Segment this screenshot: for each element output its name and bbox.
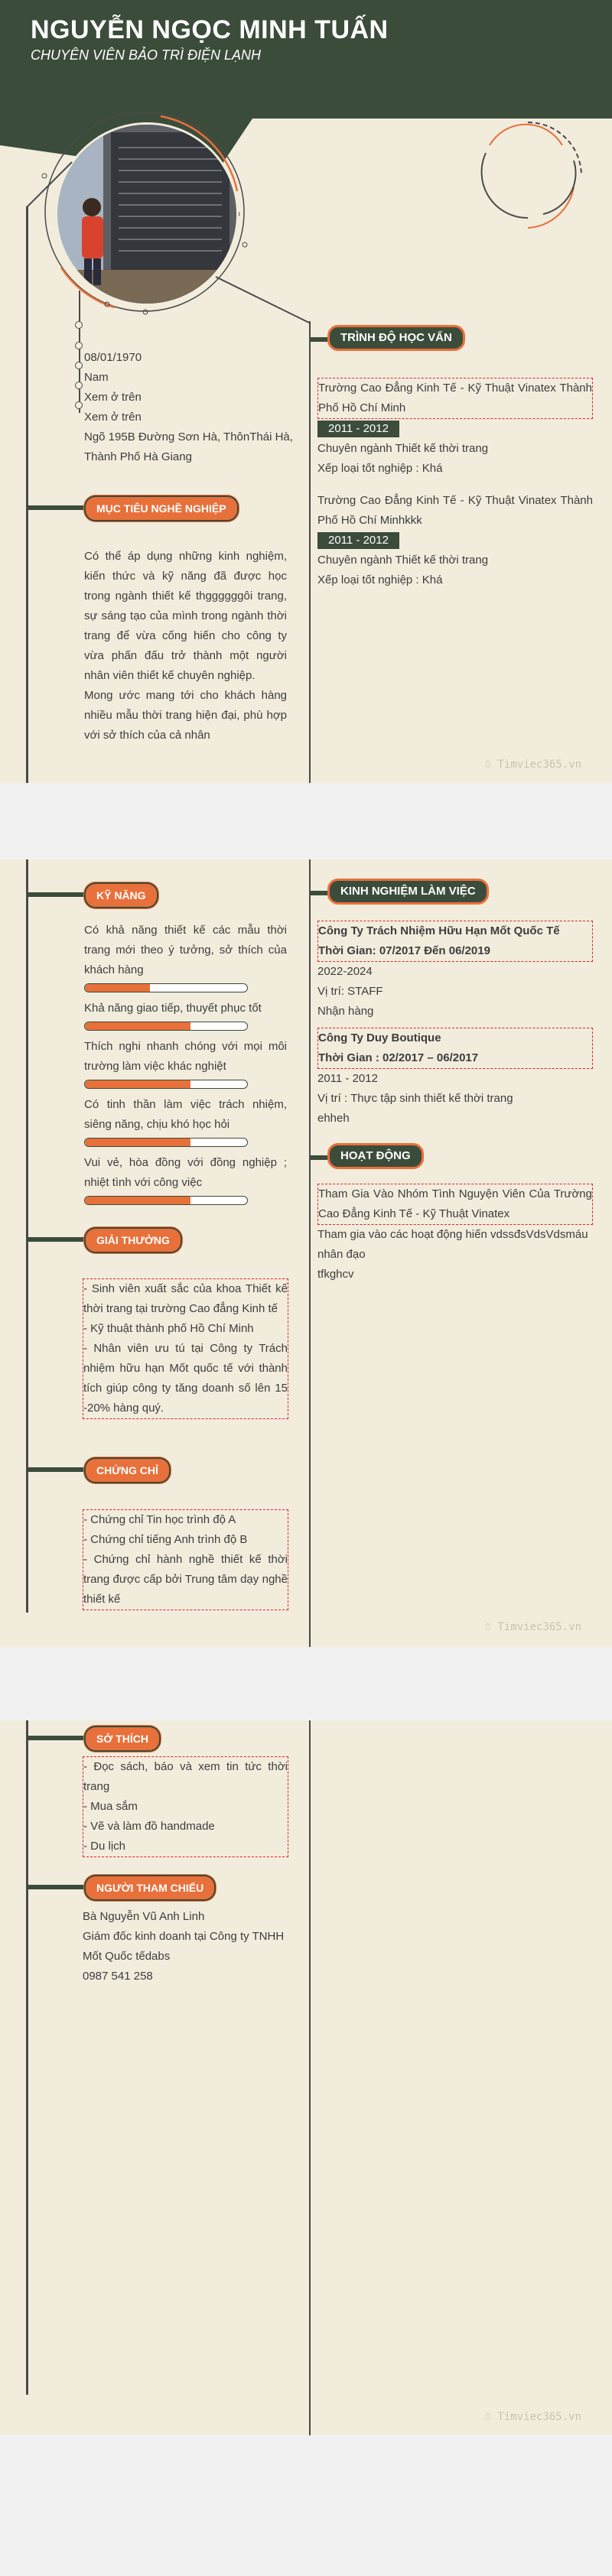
decorative-arcs <box>467 115 589 237</box>
skill-bar <box>84 1138 248 1147</box>
education-school: Trường Cao Đẳng Kinh Tế - Kỹ Thuật Vinatex Thành Phố Hồ Chí Minh <box>317 378 593 419</box>
right-timeline <box>309 321 311 783</box>
skill-text: Thích nghi nhanh chóng với mọi môi trường làm việc khác nghiệt <box>84 1040 287 1073</box>
section-connector <box>28 1237 87 1242</box>
left-timeline <box>26 1720 28 2395</box>
info-dot <box>75 382 83 389</box>
right-connector <box>214 275 314 329</box>
experience-header <box>317 921 593 962</box>
skill-bar <box>84 1022 248 1031</box>
references-text <box>83 1907 289 1986</box>
watermark: ☃ Timviec365.vn <box>484 759 581 771</box>
education-rank: Xếp loại tốt nghiệp : Khá <box>317 462 443 475</box>
references-heading: NGƯỜI THAM CHIẾU <box>84 1875 216 1901</box>
watermark-text: Timviec365.vn <box>497 1621 581 1633</box>
experience-period: Thời Gian: 07/2017 Đến 06/2019 <box>318 944 490 957</box>
skill-bar <box>84 1196 248 1205</box>
left-timeline <box>26 859 28 1613</box>
education-school: Trường Cao Đẳng Kinh Tế - Kỹ Thuật Vinatex Thành Phố Hồ Chí Minhkkk <box>317 494 593 527</box>
experience-period: Thời Gian : 02/2017 – 06/2017 <box>318 1051 479 1064</box>
award-line: - Nhân viên ưu tú tại Công ty Trách nhiệm hữu hạn Mốt quốc tế với thành tích giúp công ty tăng doanh số lên 15 -20% hàng quý. <box>83 1342 288 1415</box>
watermark: ☃ Timviec365.vn <box>484 2411 581 2423</box>
experience-item <box>317 921 593 1022</box>
skill-bar <box>84 1080 248 1089</box>
left-timeline <box>26 206 28 783</box>
job-title: CHUYÊN VIÊN BẢO TRÌ ĐIỆN LẠNH <box>31 47 262 63</box>
personal-info <box>84 348 298 467</box>
experience-desc: Nhận hàng <box>317 1005 374 1018</box>
reference-line: Giám đốc kinh doanh tại Công ty TNHH Mốt Quốc tếdabs <box>83 1930 285 1963</box>
experience-position: Vị trí: STAFF <box>317 985 383 998</box>
career-goal-paragraph: Mong ước mang tới cho khách hàng nhiều mẫu thời trang hiện đại, phù hợp với sở thích của cả nhân <box>84 689 287 742</box>
cv-page-3 <box>0 1720 612 2435</box>
experience-desc: ehheh <box>317 1112 350 1125</box>
activity-desc: Tham gia vào các hoạt động hiến vdssđsVdsVdsmáu nhân đạo <box>317 1228 588 1261</box>
experience-position: Vị trí : Thực tập sinh thiết kế thời trang <box>317 1092 513 1105</box>
award-line: - Sinh viên xuất sắc của khoa Thiết kế thời trang tại trường Cao đẳng Kinh tế <box>83 1282 288 1315</box>
section-connector <box>28 505 87 510</box>
hobby-line: - Đọc sách, báo và xem tin tức thời trang <box>83 1760 288 1793</box>
avatar <box>55 122 239 306</box>
skill-bar-fill <box>85 1139 190 1146</box>
education-item <box>317 378 593 479</box>
reference-line: 0987 541 258 <box>83 1970 153 1983</box>
hobbies-heading: SỞ THÍCH <box>84 1726 161 1752</box>
experience-company: Công Ty Trách Nhiệm Hữu Hạn Mốt Quốc Tế <box>318 924 560 937</box>
cv-page-1 <box>0 0 612 783</box>
education-heading: TRÌNH ĐỘ HỌC VẤN <box>327 325 465 351</box>
career-goal-heading: MỤC TIÊU NGHỀ NGHIỆP <box>84 495 239 521</box>
education-years: 2011 - 2012 <box>317 421 399 437</box>
certificate-line: - Chứng chỉ Tin học trình độ A <box>83 1513 236 1526</box>
cv-page-2 <box>0 859 612 1647</box>
gender: Nam <box>84 371 109 384</box>
experience-years: 2011 - 2012 <box>317 1072 378 1085</box>
email: Xem ở trên <box>84 411 142 424</box>
activity-org: Tham Gia Vào Nhóm Tình Nguyện Viên Của Trường Cao Đẳng Kinh Tế - Kỹ Thuật Vinatex <box>317 1184 593 1225</box>
awards-text <box>83 1278 288 1419</box>
certificates-heading: CHỨNG CHỈ <box>84 1457 171 1483</box>
skills-list <box>84 921 287 1211</box>
activity-extra: tfkghcv <box>317 1268 354 1281</box>
experience-heading: KINH NGHIỆM LÀM VIỆC <box>327 879 489 905</box>
skill-text: Vui vẻ, hòa đồng với đồng nghiệp ; nhiệt tình với công việc <box>84 1156 287 1189</box>
award-line: - Kỹ thuật thành phố Hồ Chí Minh <box>83 1322 254 1335</box>
skill-bar <box>84 983 248 992</box>
education-years: 2011 - 2012 <box>317 532 399 549</box>
experience-header <box>317 1028 593 1069</box>
education-major: Chuyên ngành Thiết kế thời trang <box>317 442 489 455</box>
hobby-line: - Du lịch <box>83 1840 126 1853</box>
activities-heading: HOẠT ĐỘNG <box>327 1143 424 1169</box>
watermark: ☃ Timviec365.vn <box>484 1621 581 1633</box>
skill-text: Khả năng giao tiếp, thuyết phục tốt <box>84 1002 262 1015</box>
watermark-text: Timviec365.vn <box>497 759 581 771</box>
section-connector <box>28 1467 87 1472</box>
hobbies-text <box>83 1756 288 1857</box>
career-goal-paragraph: Có thể áp dụng những kinh nghiệm, kiến thức và kỹ năng đã được học trong ngành thiết kế thggggggôi trang, sự sáng tạo của mình trong ngành thời trang để vừa cống hiến cho công ty vừa phấn đấu trở thành một người nhân viên thiết kế chuyên nghiệp. <box>84 550 287 682</box>
section-connector <box>28 1736 87 1740</box>
experience-item <box>317 1028 593 1129</box>
phone: Xem ở trên <box>84 391 142 404</box>
career-goal-text <box>84 547 287 746</box>
candidate-name: NGUYỄN NGỌC MINH TUẤN <box>31 15 389 44</box>
experience-years: 2022-2024 <box>317 965 373 978</box>
hobby-line: - Vẽ và làm đồ handmade <box>83 1820 215 1833</box>
info-dot <box>75 401 83 409</box>
skill-bar-fill <box>85 984 150 992</box>
hobby-line: - Mua sắm <box>83 1800 138 1813</box>
skill-text: Có khả năng thiết kế các mẫu thời trang mới theo ý tưởng, sở thích của khách hàng <box>84 924 287 976</box>
experience-company: Công Ty Duy Boutique <box>318 1031 441 1044</box>
avatar-photo <box>57 125 236 304</box>
watermark-text: Timviec365.vn <box>497 2411 581 2423</box>
reference-line: Bà Nguyễn Vũ Anh Linh <box>83 1910 205 1923</box>
certificate-line: - Chứng chỉ hành nghề thiết kế thời trang được cấp bởi Trung tâm dạy nghề thiết kế <box>83 1553 288 1606</box>
skills-heading: KỸ NĂNG <box>84 882 158 908</box>
certificate-line: - Chứng chỉ tiếng Anh trình độ B <box>83 1533 248 1546</box>
skill-bar-fill <box>85 1197 190 1204</box>
birthday: 08/01/1970 <box>84 351 142 364</box>
certificates-text <box>83 1509 288 1610</box>
education-major: Chuyên ngành Thiết kế thời trang <box>317 554 489 567</box>
awards-heading: GIẢI THƯỞNG <box>84 1227 182 1253</box>
right-timeline <box>309 1720 311 2435</box>
skill-text: Có tinh thần làm việc trách nhiệm, siêng năng, chịu khó học hỏi <box>84 1098 287 1131</box>
right-timeline <box>309 859 311 1647</box>
activities-item <box>317 1184 593 1285</box>
skill-bar-fill <box>85 1080 190 1088</box>
skill-bar-fill <box>85 1022 190 1030</box>
education-item <box>317 491 593 590</box>
address: Ngõ 195B Đường Sơn Hà, ThônThái Hà, Thành Phố Hà Giang <box>84 430 293 463</box>
info-chain <box>79 291 80 413</box>
info-dot <box>75 362 83 369</box>
section-connector <box>28 892 87 897</box>
info-dot <box>75 342 83 349</box>
education-rank: Xếp loại tốt nghiệp : Khá <box>317 573 443 586</box>
section-connector <box>28 1885 87 1889</box>
timeline-connector <box>26 161 87 214</box>
info-dot <box>75 321 83 329</box>
